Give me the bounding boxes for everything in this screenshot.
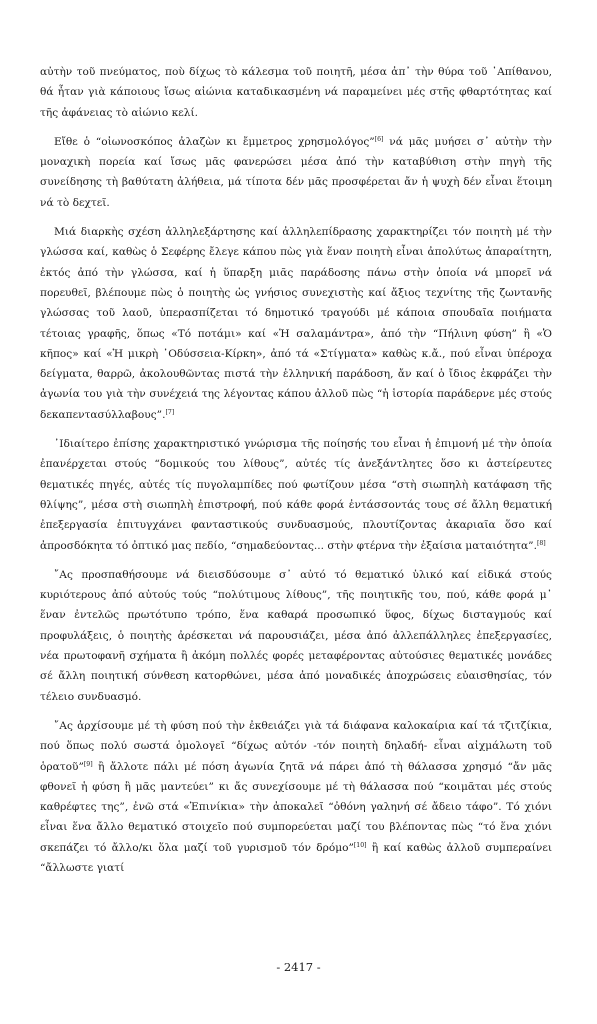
footnote-marker: [8]	[536, 539, 546, 547]
paragraph-text: ῎Ας προσπαθήσουμε νά διεισδύσουμε σ᾽ αὐτό τό θεματικό ὑλικό καί εἰδικά στούς κυριότερους ἀπό αὐτούς τούς “πολύτιμους λίθους”, τῆς ποιητικῆς του, πού, κάθε φορά μ᾽ ἕναν ἐντελῶς πρωτότυπο τρόπο, ἕνα καθαρά προσωπικό ὕφος, δίχως δισταγμούς καί προφυλάξεις, ὁ ποιητὴς ἀρέσκεται νά παρουσιάζει, μέσα ἀπό ἀλλεπάλληλες ἐπεξεργασίες, νέα πρωτοφανῆ σχήματα ἢ ἀκόμη πολλές φορές μεταφέροντας αὐτούσιες θεματικές μονάδες σέ ἄλλη ποιητική σύνθεση κατορθώνει, μέσα ἀπό μοναδικές ἀποχρώσεις εὐαισθησίας, τόν τέλειο συνδυασμό.	[40, 568, 552, 703]
footnote-marker: [7]	[165, 408, 175, 416]
page-number: - 2417 -	[276, 960, 321, 974]
paragraph-text: νά μᾶς μυήσει σ᾽ αὐτὴν τὴν μοναχικὴ πορεία καί ἴσως μᾶς φανερώσει μέσα ἀπό τὴν καταβύθιση στὴν πηγὴ τῆς συνείδησης τὴ βαθύτατη ἀλήθεια, μά τίποτα δέν μᾶς προσφέρεται ἄν ἡ ψυχὴ δέν εἶναι ἕτοιμη νά τὸ δεχτεῖ.	[40, 135, 552, 209]
paragraph	[40, 132, 552, 213]
paragraph-text: ἢ καί καθὼς ἀλλοῦ συμπεραίνει “ἄλλωστε γιατί	[40, 841, 552, 874]
paragraph	[40, 434, 552, 556]
paragraph	[40, 222, 552, 425]
paragraph	[40, 716, 552, 878]
footnote-marker: [9]	[83, 760, 93, 768]
paragraph-text: Εἴθε ὁ “οἰωνοσκόπος ἀλαζὼν κι ἔμμετρος χρησμολόγος”	[54, 135, 375, 148]
paragraph-text: αὐτὴν τοῦ πνεύματος, ποὺ δίχως τὸ κάλεσμα τοῦ ποιητῆ, μέσα ἀπ᾽ τὴν θύρα τοῦ ᾿Απίθανου, θά ἦταν γιὰ κάποιους ἴσως αἰώνια καταδικασμένη νά παραμείνει μές στῆς φθαρτότητας καί τῆς ἀφάνειας τὸ αἰώνιο κελί.	[40, 66, 552, 119]
paragraph-text: ῎Ας ἀρχίσουμε μέ τὴ φύση πού τὴν ἐκθειάζει γιὰ τά διάφανα καλοκαίρια καί τά τζιτζίκια, πού ὅπως πολύ σωστά ὁμολογεῖ “δίχως αὐτόν -τόν ποιητὴ δηλαδή- εἶναι αἰχμάλωτη τοῦ ὁρατοῦ”	[40, 719, 552, 773]
page-body	[40, 62, 552, 887]
footnote-marker: [10]	[353, 841, 367, 849]
paragraph-text: Μιά διαρκὴς σχέση ἀλληλεξάρτησης καί ἀλληλεπίδρασης χαρακτηρίζει τόν ποιητὴ μέ τὴν γλώσσα καί, καθὼς ὁ Σεφέρης ἔλεγε κάπου πὼς γιὰ ἕναν ποιητὴ εἶναι ἀπολύτως ἀπαραίτητη, ἐκτός ἀπό τὴν γλώσσα, καί ἡ ὕπαρξη μιᾶς παράδοσης πάνω στὴν ὁποία νά μπορεῖ νά πορευθεῖ, βλέπουμε πὼς ὁ ποιητὴς ὡς γνήσιος συνεχιστὴς καί ἄξιος τεχνίτης τῆς ζωντανῆς γλώσσας τοῦ λαοῦ, ὑπερασπίζεται τό δημοτικό τραγούδι μέ κάποια σπουδαῖα ποιήματα τέτοιας γραφῆς, ὅπως «Τό ποτάμι» καί «Ἡ σαλαμάντρα», ἀπό τὴν “Πήλινη φύση” ἢ «Ὁ κῆπος» καί «Ἡ μικρὴ ᾿Οδύσσεια-Κίρκη», ἀπό τά «Στίγματα» καθὼς κ.ἄ., πού εἶναι ὑπέροχα δείγματα, θαρρῶ, ἀκολουθῶντας πιστά τὴν ἑλληνική παράδοση, ἄν καί ὁ ἴδιος ἐκφράζει τὴν ἀγωνία του γιὰ τὴν συνέχειά της λέγοντας κάπου ἀλλοῦ πὼς “ἡ ἱστορία παράδερνε μές στούς δεκαπεντασύλλαβους”.	[40, 226, 552, 421]
footnote-marker: [6]	[374, 135, 384, 143]
paragraph-text: ᾿Ιδιαίτερο ἐπίσης χαρακτηριστικό γνώρισμα τῆς ποίησής του εἶναι ἡ ἐπιμονή μέ τὴν ὁποία ἐπανέρχεται στούς “δομικούς του λίθους”, αὐτές τίς ἀνεξάντλητες ὅσο κι ἀστείρευτες θεματικές πηγές, αὐτές τίς πυγολαμπίδες πού φωτίζουν μέσα “στὴ σιωπηλὴ κατάφαση τῆς θλίψης”, μέσα στὴ σιωπηλὴ ἐπιστροφή, πού κάθε φορά ἐντάσσοντάς τους σέ ἄλλη θεματική ἐπεξεργασία ἐπιτυγχάνει φανταστικούς συνδυασμούς, πλουτίζοντας ἀκαριαῖα ὅσο καί ἀπροσδόκητα τό ὀπτικό μας πεδίο, “σημαδεύοντας... στὴν φτέρνα τὴν ἐξαίσια ματαιότητα”.	[40, 438, 552, 552]
paragraph-text: ἢ ἄλλοτε πάλι μέ πόση ἀγωνία ζητᾶ νά πάρει ἀπό τὴ θάλασσα χρησμό “ἄν μᾶς φθονεῖ ἡ φύση ἢ μᾶς μαντεύει” κι ἄς συνεχίσουμε μέ τὴ θάλασσα πού “κοιμᾶται μές στούς καθρέφτες της”, ἐνῶ στά «Ἐπινίκια» τὴν ἀποκαλεῖ “ὀθόνη γαληνή σέ ἄδειο τάφο”. Τό χιόνι εἶναι ἕνα ἄλλο θεματικό στοιχεῖο πού συμπορεύεται μαζί του βλέποντας πὼς “τό ἕνα χιόνι σκεπάζει τό ἄλλο/κι ὅλα μαζί τοῦ γυρισμοῦ τόν δρόμο”	[40, 760, 552, 854]
paragraph	[40, 62, 552, 123]
paragraph	[40, 565, 552, 707]
